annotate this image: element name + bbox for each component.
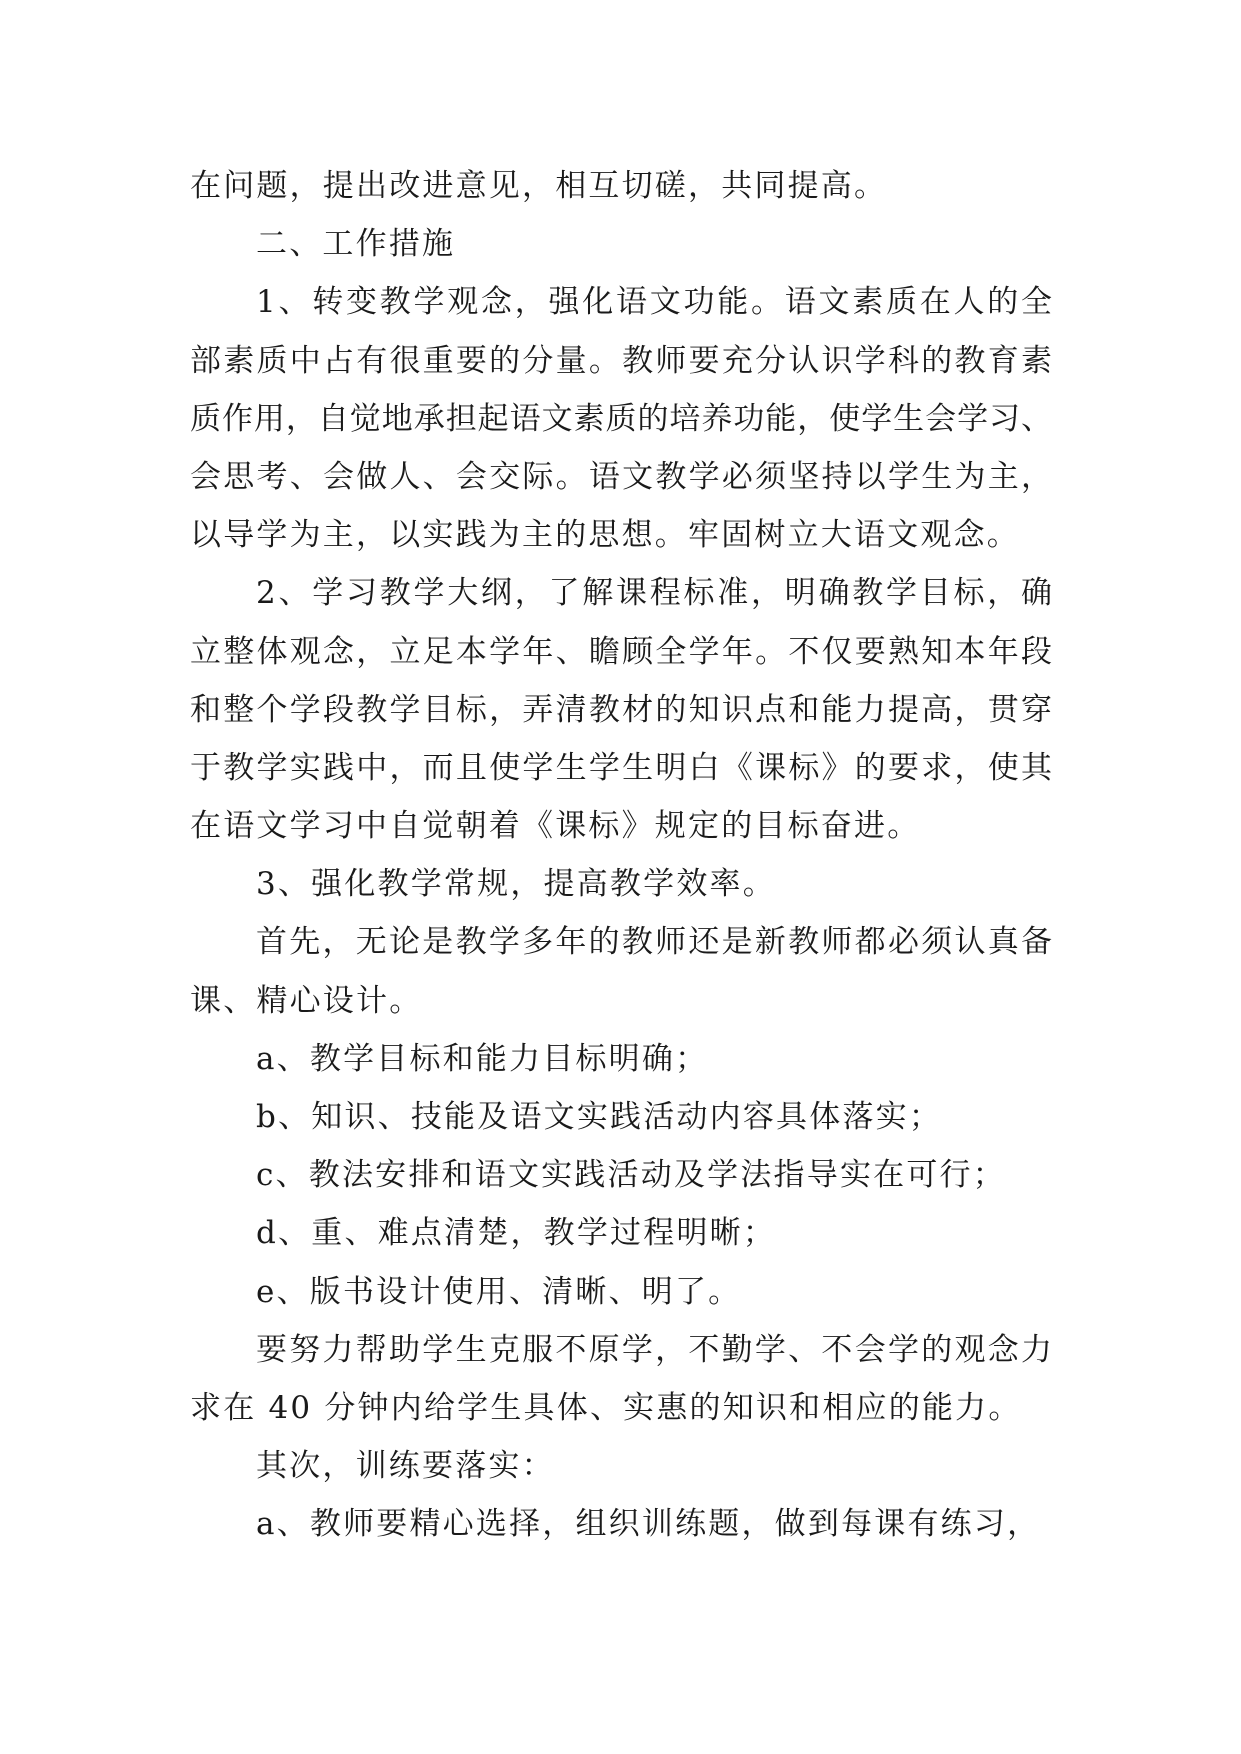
paragraph-line: 部素质中占有很重要的分量。教师要充分认识学科的教育素 (190, 342, 1052, 379)
section-heading: 二、工作措施 (256, 226, 456, 263)
paragraph-line: 其次，训练要落实： (256, 1448, 555, 1485)
paragraph-line: 首先，无论是教学多年的教师还是新教师都必须认真备 (256, 924, 1052, 961)
paragraph-line: 在语文学习中自觉朝着《课标》规定的目标奋进。 (190, 808, 921, 845)
paragraph-line: 1、转变教学观念，强化语文功能。语文素质在人的全 (256, 284, 1052, 321)
list-item: c、教法安排和语文实践活动及学法指导实在可行； (256, 1157, 1006, 1194)
list-item: b、知识、技能及语文实践活动内容具体落实； (256, 1099, 943, 1135)
paragraph-line: 立整体观念，立足本学年、瞻顾全学年。不仅要熟知本年段 (190, 633, 1052, 670)
paragraph-line: 课、精心设计。 (190, 982, 423, 1019)
document-body (190, 157, 1052, 1554)
paragraph-line: 求在 40 分钟内给学生具体、实惠的知识和相应的能力。 (190, 1389, 1022, 1426)
paragraph-line: 以导学为主，以实践为主的思想。牢固树立大语文观念。 (190, 517, 1020, 554)
paragraph-line: 于教学实践中，而且使学生学生明白《课标》的要求，使其 (190, 749, 1052, 786)
list-item: a、教师要精心选择，组织训练题，做到每课有练习， (256, 1506, 1041, 1543)
paragraph-line: 质作用，自觉地承担起语文素质的培养功能，使学生会学习、 (190, 400, 1052, 437)
paragraph-line: 3、强化教学常规，提高教学效率。 (256, 866, 776, 903)
list-item: e、版书设计使用、清晰、明了。 (256, 1273, 742, 1310)
paragraph-line: 和整个学段教学目标，弄清教材的知识点和能力提高，贯穿 (190, 691, 1052, 728)
list-item: a、教学目标和能力目标明确； (256, 1040, 709, 1077)
paragraph-line: 在问题，提出改进意见，相互切磋，共同提高。 (190, 168, 888, 204)
paragraph-line: 要努力帮助学生克服不原学，不勤学、不会学的观念力 (256, 1331, 1052, 1368)
paragraph-line: 会思考、会做人、会交际。语文教学必须坚持以学生为主， (190, 458, 1052, 495)
paragraph-line: 2、学习教学大纲，了解课程标准，明确教学目标，确 (256, 575, 1052, 612)
list-item: d、重、难点清楚，教学过程明晰； (256, 1215, 777, 1252)
